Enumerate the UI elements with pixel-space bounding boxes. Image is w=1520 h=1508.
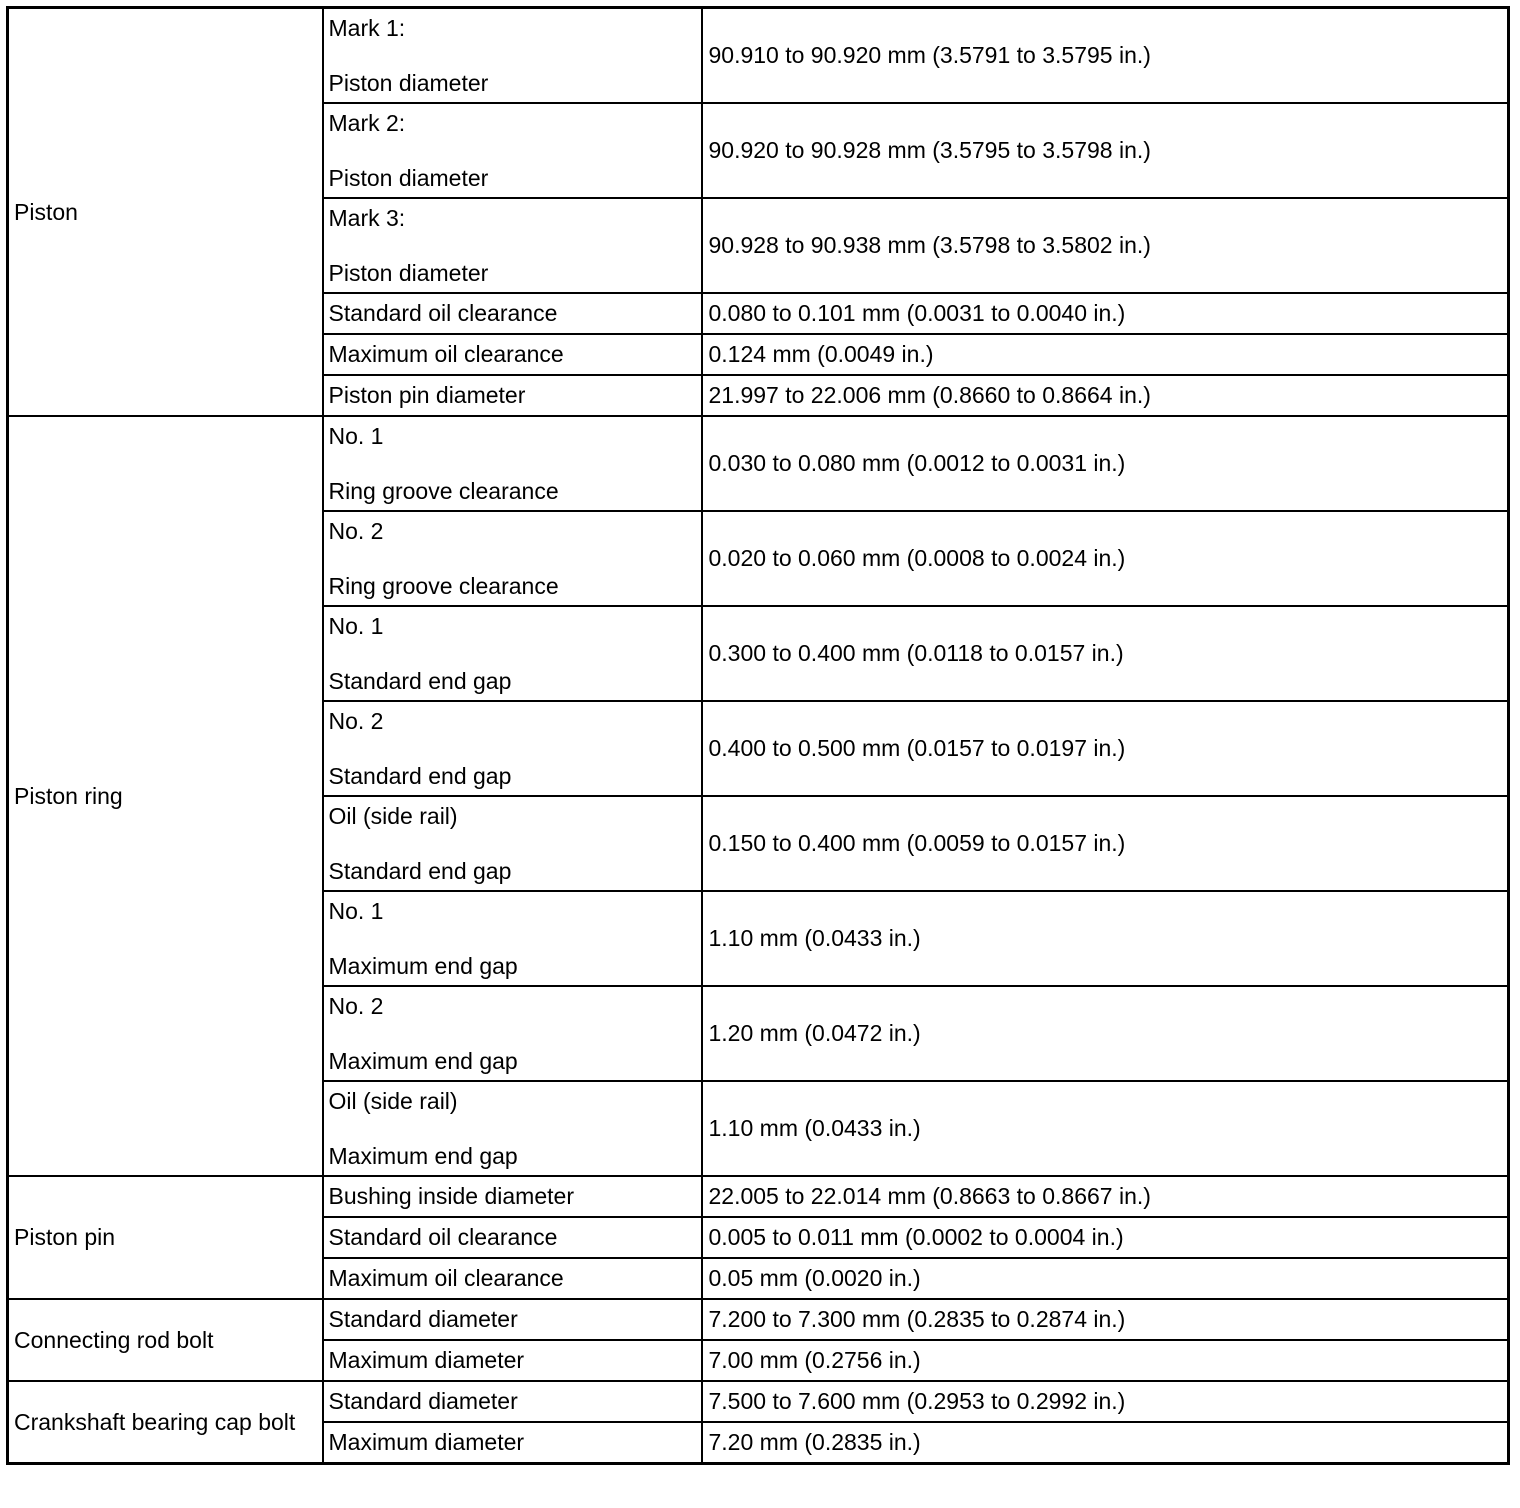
value-cell: 1.10 mm (0.0433 in.) <box>702 891 1509 986</box>
value-cell: 0.080 to 0.101 mm (0.0031 to 0.0040 in.) <box>702 293 1509 334</box>
item-line-2: Maximum end gap <box>328 1143 518 1169</box>
value-cell: 21.997 to 22.006 mm (0.8660 to 0.8664 in.) <box>702 375 1509 416</box>
item-cell <box>323 796 702 891</box>
item-cell <box>323 198 702 293</box>
item-cell <box>323 1081 702 1176</box>
table-row <box>8 1381 1509 1422</box>
item-cell: Standard diameter <box>323 1381 702 1422</box>
item-line-1: Mark 2: <box>328 110 406 136</box>
item-cell: Maximum diameter <box>323 1340 702 1381</box>
item-cell <box>323 103 702 198</box>
category-cell: Piston ring <box>8 416 323 1176</box>
item-line-1: No. 1 <box>328 423 384 449</box>
item-line-2: Ring groove clearance <box>328 573 559 599</box>
value-cell: 7.00 mm (0.2756 in.) <box>702 1340 1509 1381</box>
item-line-2: Piston diameter <box>328 260 489 286</box>
value-cell: 0.150 to 0.400 mm (0.0059 to 0.0157 in.) <box>702 796 1509 891</box>
value-cell: 1.20 mm (0.0472 in.) <box>702 986 1509 1081</box>
item-line-1: Mark 3: <box>328 205 406 231</box>
item-line-1: Mark 1: <box>328 15 406 41</box>
value-cell: 22.005 to 22.014 mm (0.8663 to 0.8667 in.) <box>702 1176 1509 1217</box>
item-cell <box>323 511 702 606</box>
item-cell: Maximum oil clearance <box>323 334 702 375</box>
item-cell: Maximum diameter <box>323 1422 702 1464</box>
value-cell: 0.05 mm (0.0020 in.) <box>702 1258 1509 1299</box>
category-cell: Piston pin <box>8 1176 323 1299</box>
value-cell: 90.928 to 90.938 mm (3.5798 to 3.5802 in.) <box>702 198 1509 293</box>
item-line-1: Oil (side rail) <box>328 803 458 829</box>
item-cell <box>323 986 702 1081</box>
item-line-2: Maximum end gap <box>328 1048 518 1074</box>
item-cell <box>323 606 702 701</box>
value-cell: 0.005 to 0.011 mm (0.0002 to 0.0004 in.) <box>702 1217 1509 1258</box>
category-cell: Crankshaft bearing cap bolt <box>8 1381 323 1464</box>
value-cell: 7.20 mm (0.2835 in.) <box>702 1422 1509 1464</box>
item-line-2: Standard end gap <box>328 763 512 789</box>
item-cell: Maximum oil clearance <box>323 1258 702 1299</box>
item-line-1: No. 2 <box>328 518 384 544</box>
table-row <box>8 1176 1509 1217</box>
value-cell: 0.020 to 0.060 mm (0.0008 to 0.0024 in.) <box>702 511 1509 606</box>
item-cell <box>323 8 702 104</box>
item-line-1: No. 1 <box>328 898 384 924</box>
item-line-2: Piston diameter <box>328 70 489 96</box>
item-line-1: No. 2 <box>328 708 384 734</box>
item-cell: Standard oil clearance <box>323 1217 702 1258</box>
category-cell: Piston <box>8 8 323 417</box>
item-line-2: Standard end gap <box>328 668 512 694</box>
item-line-2: Ring groove clearance <box>328 478 559 504</box>
value-cell: 90.920 to 90.928 mm (3.5795 to 3.5798 in.) <box>702 103 1509 198</box>
category-cell: Connecting rod bolt <box>8 1299 323 1381</box>
item-cell: Standard oil clearance <box>323 293 702 334</box>
value-cell: 0.030 to 0.080 mm (0.0012 to 0.0031 in.) <box>702 416 1509 511</box>
item-cell <box>323 701 702 796</box>
item-cell <box>323 891 702 986</box>
item-cell <box>323 416 702 511</box>
item-line-2: Maximum end gap <box>328 953 518 979</box>
item-cell: Bushing inside diameter <box>323 1176 702 1217</box>
specification-table <box>6 6 1510 1465</box>
item-cell: Piston pin diameter <box>323 375 702 416</box>
value-cell: 0.300 to 0.400 mm (0.0118 to 0.0157 in.) <box>702 606 1509 701</box>
item-line-1: Oil (side rail) <box>328 1088 458 1114</box>
item-line-2: Standard end gap <box>328 858 512 884</box>
value-cell: 0.400 to 0.500 mm (0.0157 to 0.0197 in.) <box>702 701 1509 796</box>
table-row <box>8 416 1509 511</box>
item-line-2: Piston diameter <box>328 165 489 191</box>
item-line-1: No. 2 <box>328 993 384 1019</box>
value-cell: 7.200 to 7.300 mm (0.2835 to 0.2874 in.) <box>702 1299 1509 1340</box>
item-line-1: No. 1 <box>328 613 384 639</box>
table-row <box>8 1299 1509 1340</box>
item-cell: Standard diameter <box>323 1299 702 1340</box>
table-row <box>8 8 1509 104</box>
value-cell: 1.10 mm (0.0433 in.) <box>702 1081 1509 1176</box>
value-cell: 90.910 to 90.920 mm (3.5791 to 3.5795 in.) <box>702 8 1509 104</box>
value-cell: 7.500 to 7.600 mm (0.2953 to 0.2992 in.) <box>702 1381 1509 1422</box>
value-cell: 0.124 mm (0.0049 in.) <box>702 334 1509 375</box>
